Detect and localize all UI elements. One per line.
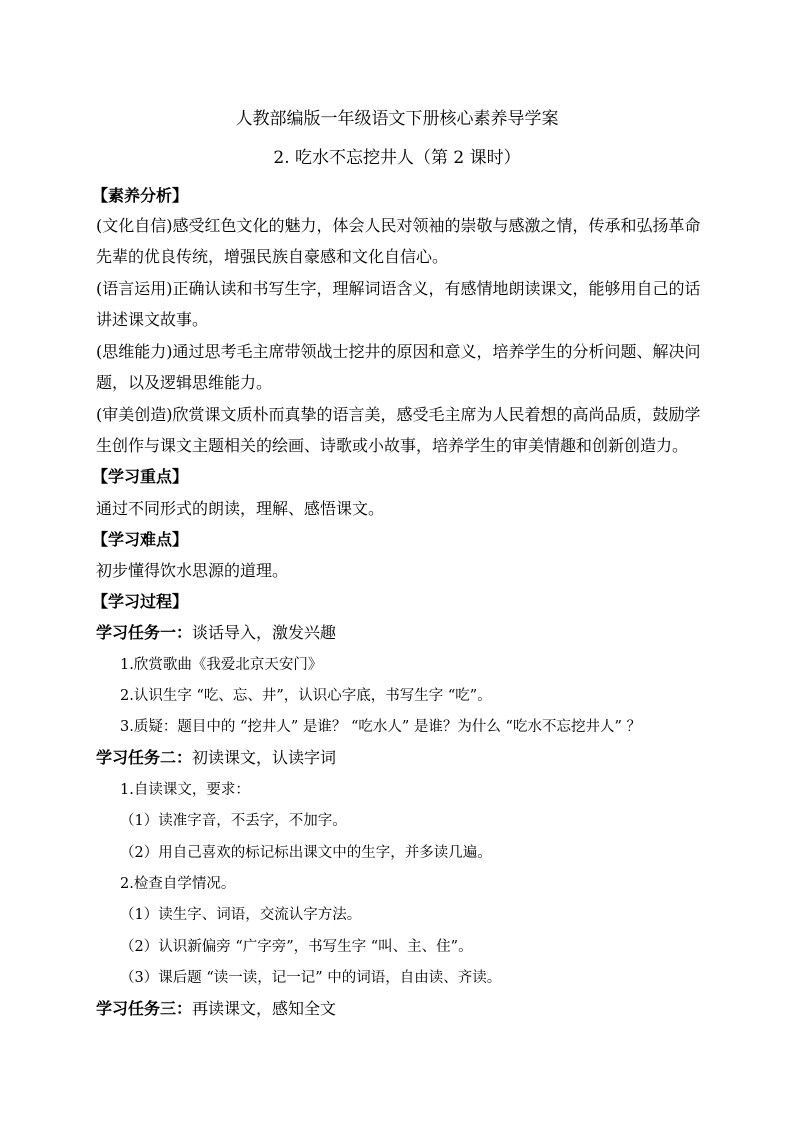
literacy-line: (思维能力)通过思考毛主席带领战士挖井的原因和意义，培养学生的分析问题、解决问	[96, 342, 701, 361]
task-one-row	[96, 623, 336, 643]
task-two-row	[96, 748, 336, 768]
key-points-text: 通过不同形式的朗读，理解、感悟课文。	[96, 499, 385, 518]
task-two-item: 2.检查自学情况。	[120, 876, 236, 892]
task-three-label: 学习任务三：	[96, 999, 193, 1018]
task-three-row	[96, 999, 336, 1019]
task-two-item: （1）读生字、词语，交流认字方法。	[120, 907, 362, 923]
literacy-line: 题，以及逻辑思维能力。	[96, 373, 273, 392]
literacy-line: 先辈的优良传统，增强民族自豪感和文化自信心。	[96, 247, 449, 266]
task-one-item: 2.认识生字 “吃、忘、井”，认识心字底，书写生字 “吃”。	[120, 688, 492, 704]
task-two-item: （3）课后题 “读一读，记一记” 中的词语，自由读、齐读。	[120, 970, 502, 986]
task-one-item: 3.质疑：题目中的 “挖井人” 是谁？ “吃水人” 是谁？为什么 “吃水不忘挖井人” ？	[120, 719, 641, 735]
lesson-subtitle: 2. 吃水不忘挖井人（第 2 课时）	[273, 148, 521, 168]
task-one-item: 1.欣赏歌曲《我爱北京天安门》	[120, 657, 323, 673]
difficulty-text: 初步懂得饮水思源的道理。	[96, 561, 289, 580]
literacy-analysis-heading: 【素养分析】	[92, 186, 189, 205]
task-three-title: 再读课文，感知全文	[192, 999, 337, 1018]
task-two-label: 学习任务二：	[96, 748, 193, 767]
task-two-item: 1.自读课文，要求：	[120, 782, 250, 798]
key-points-heading: 【学习重点】	[92, 467, 189, 486]
document-title: 人教部编版一年级语文下册核心素养导学案	[235, 109, 559, 129]
difficulty-heading: 【学习难点】	[92, 530, 189, 549]
task-two-title: 初读课文，认读字词	[192, 748, 337, 767]
literacy-line: (语言运用)正确认读和书写生字，理解词语含义，有感情地朗读课文，能够用自己的话	[96, 279, 701, 298]
literacy-line: 讲述课文故事。	[96, 310, 209, 329]
literacy-line: (文化自信)感受红色文化的魅力，体会人民对领袖的崇敬与感激之情，传承和弘扬革命	[96, 216, 701, 235]
task-one-label: 学习任务一：	[96, 623, 193, 642]
task-one-title: 谈话导入，激发兴趣	[192, 623, 337, 642]
task-two-item: （2）认识新偏旁 “广字旁”，书写生字 “叫、主、住”。	[120, 939, 473, 955]
process-heading: 【学习过程】	[92, 592, 189, 611]
literacy-line: (审美创造)欣赏课文质朴而真挚的语言美，感受毛主席为人民着想的高尚品质，鼓励学	[96, 405, 701, 424]
task-two-item: （2）用自己喜欢的标记标出课文中的生字，并多读几遍。	[120, 845, 492, 861]
task-two-item: （1）读准字音，不丢字，不加字。	[120, 813, 347, 829]
literacy-line: 生创作与课文主题相关的绘画、诗歌或小故事，培养学生的审美情趣和创新创造力。	[96, 436, 689, 455]
